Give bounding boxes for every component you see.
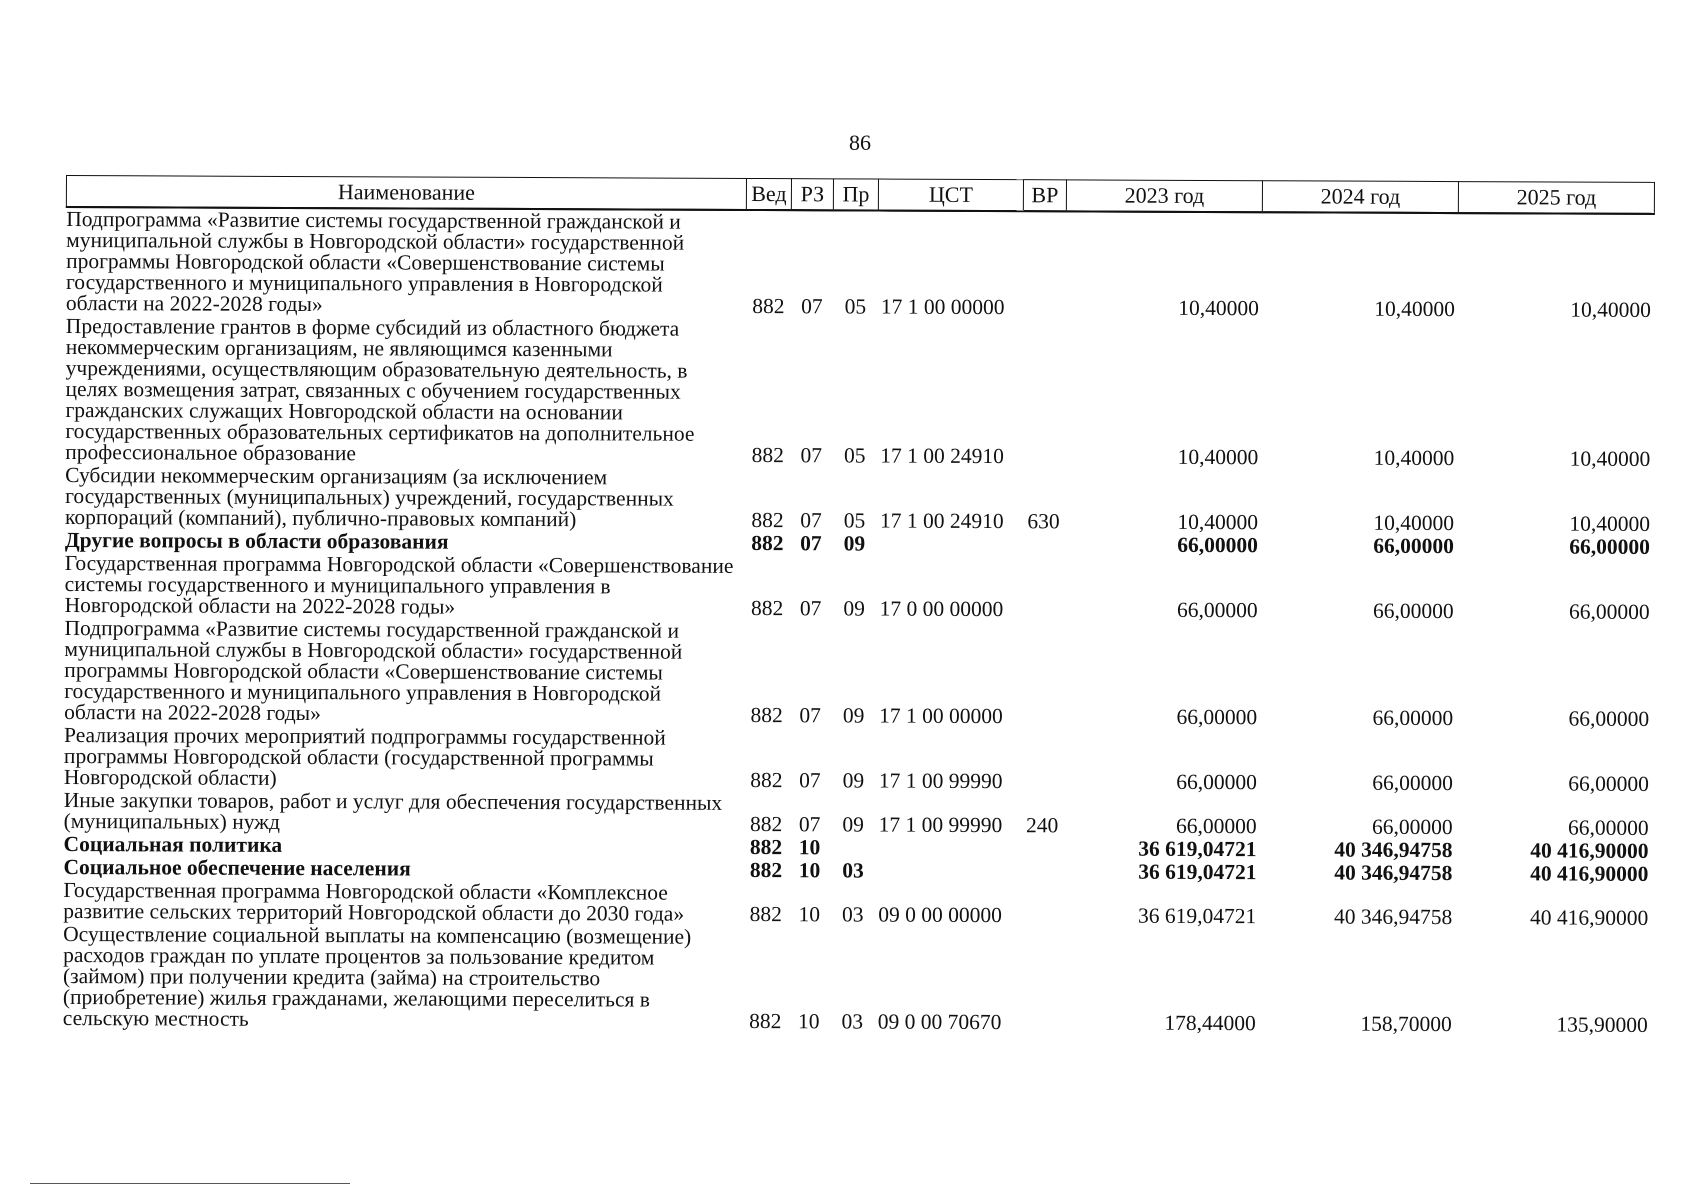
table-row	[65, 552, 1653, 624]
header-ved: Вед	[746, 178, 791, 210]
footer-line	[30, 1183, 350, 1184]
cell-y2023: 10,40000	[1177, 444, 1259, 470]
cell-ved: 882	[750, 767, 783, 793]
cell-vr	[1021, 837, 1064, 860]
cell-pr: 09	[842, 768, 865, 793]
cell-ved: 882	[749, 901, 782, 927]
cell-vr	[1022, 319, 1066, 468]
cell-y2024: 10,40000	[1373, 510, 1455, 536]
cell-name: Предоставление грантов в форме субсидий из областного бюджета некоммерческим организациям, не являющимся казенными учреждениями, осуществляющим образовательную деятельность, в целях возмещения затрат, связанных с обучением государственных гражданских служащих Новгородской области на основании государственных образовательных сертификатов на дополнительное профессиональное образование	[65, 314, 695, 466]
cell-pr: 03	[841, 1009, 864, 1034]
table-row	[65, 315, 1654, 471]
cell-y2023: 66,00000	[1176, 704, 1258, 730]
cell-rz: 10	[798, 835, 821, 860]
cell-pr: 05	[844, 294, 867, 319]
cell-name: Иные закупки товаров, работ и услуг для обеспечения государственных (муниципальных) нужд	[63, 787, 723, 834]
cell-cst	[875, 860, 1020, 884]
table-body	[63, 207, 1655, 1037]
cell-cst: 17 1 00 00000	[880, 294, 1005, 320]
header-name: Наименование	[66, 176, 746, 210]
table-row	[66, 207, 1654, 322]
cell-y2023: 10,40000	[1177, 509, 1259, 535]
cell-name: Подпрограмма «Развитие системы государственной гражданской и муниципальной службы в Новгородской области» государственной программы Новгородской области «Совершенствование системы государственного и муниципального управления в Новгородской области на 2022-2028 годы»	[65, 207, 685, 317]
cell-rz: 07	[798, 812, 821, 837]
cell-y2023: 36 619,04721	[1138, 859, 1257, 885]
cell-pr	[831, 836, 876, 859]
cell-rz: 07	[799, 768, 821, 793]
cell-cst: 17 1 00 24910	[880, 443, 1004, 469]
cell-ved: 882	[749, 811, 783, 837]
cell-name: Субсидии некоммерческим организациям (за исключением государственных (муниципальных) учреждений, государственных корпораций (компаний), публично-правовых компаний)	[64, 462, 674, 532]
cell-y2025: 40 416,90000	[1529, 905, 1649, 930]
table-row	[64, 617, 1652, 731]
cell-vr	[1020, 860, 1063, 883]
cell-y2025: 66,00000	[1568, 771, 1649, 796]
cell-name: Государственная программа Новгородской области «Совершенствование системы государственного и муниципального управления в Новгородской области на 2022-2028 годы»	[64, 550, 734, 619]
cell-ved: 882	[751, 530, 784, 556]
cell-cst: 17 1 00 99990	[878, 768, 1003, 794]
cell-y2025: 40 416,90000	[1530, 838, 1649, 863]
cell-rz: 10	[798, 902, 821, 927]
cell-y2024: 40 346,94758	[1334, 837, 1453, 863]
cell-cst: 17 1 00 00000	[879, 703, 1003, 729]
cell-name: Другие вопросы в области образования	[64, 527, 449, 554]
cell-rz: 07	[799, 703, 821, 728]
cell-name: Государственная программа Новгородской области «Комплексное развитие сельских территорий Новгородской области до 2030 года»	[63, 877, 685, 926]
cell-vr	[1022, 556, 1065, 621]
cell-pr: 09	[842, 812, 864, 837]
cell-rz: 07	[800, 508, 822, 533]
cell-y2025: 40 416,90000	[1530, 861, 1649, 886]
cell-y2025: 66,00000	[1567, 815, 1649, 840]
cell-cst	[876, 837, 1021, 861]
cell-y2023: 66,00000	[1175, 813, 1257, 839]
cell-y2023: 36 619,04721	[1137, 903, 1257, 929]
cell-vr	[1021, 728, 1064, 793]
cell-y2023: 10,40000	[1178, 295, 1259, 321]
cell-y2023: 36 619,04721	[1138, 836, 1257, 862]
cell-cst: 17 1 00 99990	[878, 812, 1003, 838]
header-vr: ВР	[1023, 180, 1066, 212]
cell-y2024: 40 346,94758	[1333, 904, 1453, 930]
cell-vr	[1021, 621, 1064, 728]
table-row	[64, 789, 1652, 840]
cell-y2025: 66,00000	[1568, 706, 1650, 731]
cell-ved: 882	[750, 595, 784, 621]
cell-vr: 630	[1027, 509, 1060, 534]
cell-y2025: 10,40000	[1570, 297, 1651, 322]
cell-rz: 07	[800, 531, 822, 556]
cell-y2025: 66,00000	[1568, 599, 1650, 624]
cell-rz: 07	[801, 294, 823, 319]
cell-y2024: 40 346,94758	[1334, 860, 1453, 886]
cell-pr: 09	[843, 596, 865, 621]
table-row	[64, 724, 1652, 796]
cell-cst: 09 0 00 70670	[877, 1009, 1002, 1035]
cell-vr	[1020, 927, 1063, 1034]
cell-y2025: 10,40000	[1569, 446, 1651, 471]
cell-name: Социальное обеспечение населения	[63, 854, 411, 881]
cell-ved: 882	[752, 293, 785, 319]
header-pr: Пр	[833, 179, 878, 211]
cell-cst	[877, 533, 1022, 557]
cell-y2023: 66,00000	[1177, 532, 1258, 558]
cell-pr: 09	[842, 703, 865, 728]
cell-y2025: 66,00000	[1569, 534, 1650, 559]
cell-y2024: 66,00000	[1372, 705, 1454, 731]
header-2025: 2025 год	[1458, 182, 1654, 214]
table-row	[63, 923, 1651, 1037]
cell-y2023: 66,00000	[1176, 769, 1257, 795]
cell-rz: 07	[799, 596, 822, 621]
cell-y2024: 66,00000	[1371, 814, 1453, 840]
cell-pr: 05	[843, 443, 866, 468]
page-number: 86	[849, 130, 871, 155]
cell-rz: 10	[798, 858, 821, 883]
cell-y2024: 66,00000	[1372, 598, 1454, 624]
cell-ved: 882	[751, 442, 784, 468]
cell-name: Социальная политика	[63, 831, 283, 857]
cell-name: Подпрограмма «Развитие системы государственной гражданской и муниципальной службы в Новгородской области» государственной программы Новгородской области «Совершенствование системы государственного и муниципального управления в Новгородской области на 2022-2028 годы»	[64, 615, 683, 726]
cell-y2024: 158,70000	[1360, 1011, 1452, 1037]
cell-name: Реализация прочих мероприятий подпрограммы государственной программы Новгородской области (государственной программы Новгородской области)	[63, 722, 666, 790]
cell-ved: 882	[751, 507, 784, 533]
cell-pr: 03	[841, 902, 864, 927]
cell-y2023: 66,00000	[1176, 597, 1258, 623]
cell-ved: 882	[750, 702, 783, 728]
cell-cst: 17 0 00 00000	[879, 596, 1004, 622]
cell-y2025: 10,40000	[1569, 511, 1651, 536]
cell-vr	[1020, 883, 1063, 927]
cell-vr: 240	[1025, 813, 1059, 838]
cell-y2024: 66,00000	[1373, 533, 1454, 559]
cell-pr: 03	[842, 858, 864, 883]
cell-vr	[1022, 533, 1065, 556]
cell-y2025: 135,90000	[1556, 1012, 1648, 1037]
cell-y2023: 178,44000	[1164, 1010, 1256, 1036]
cell-cst: 17 1 00 24910	[879, 508, 1004, 534]
cell-ved: 882	[749, 834, 783, 860]
header-2023: 2023 год	[1066, 180, 1262, 212]
budget-table	[62, 175, 1655, 1037]
cell-vr	[1023, 211, 1066, 319]
cell-ved: 882	[749, 1008, 782, 1034]
header-cst: ЦСТ	[878, 179, 1023, 211]
cell-pr: 09	[843, 531, 866, 556]
cell-cst: 09 0 00 00000	[878, 902, 1002, 928]
cell-rz: 10	[798, 1009, 820, 1034]
table-row	[65, 464, 1653, 536]
cell-name: Осуществление социальной выплаты на компенсацию (возмещение) расходов граждан по уплате процентов за пользование кредитом (займом) при получении кредита (займа) на строительство (приобретение) жилья гражданами, желающими переселиться в сельскую местность	[62, 921, 692, 1031]
header-rz: РЗ	[791, 179, 833, 211]
cell-ved: 882	[749, 857, 783, 883]
cell-rz: 07	[800, 443, 823, 468]
header-2024: 2024 год	[1262, 181, 1458, 213]
cell-y2024: 10,40000	[1374, 296, 1455, 322]
cell-pr: 05	[843, 508, 866, 533]
cell-y2024: 10,40000	[1373, 445, 1455, 471]
cell-y2024: 66,00000	[1372, 770, 1453, 796]
